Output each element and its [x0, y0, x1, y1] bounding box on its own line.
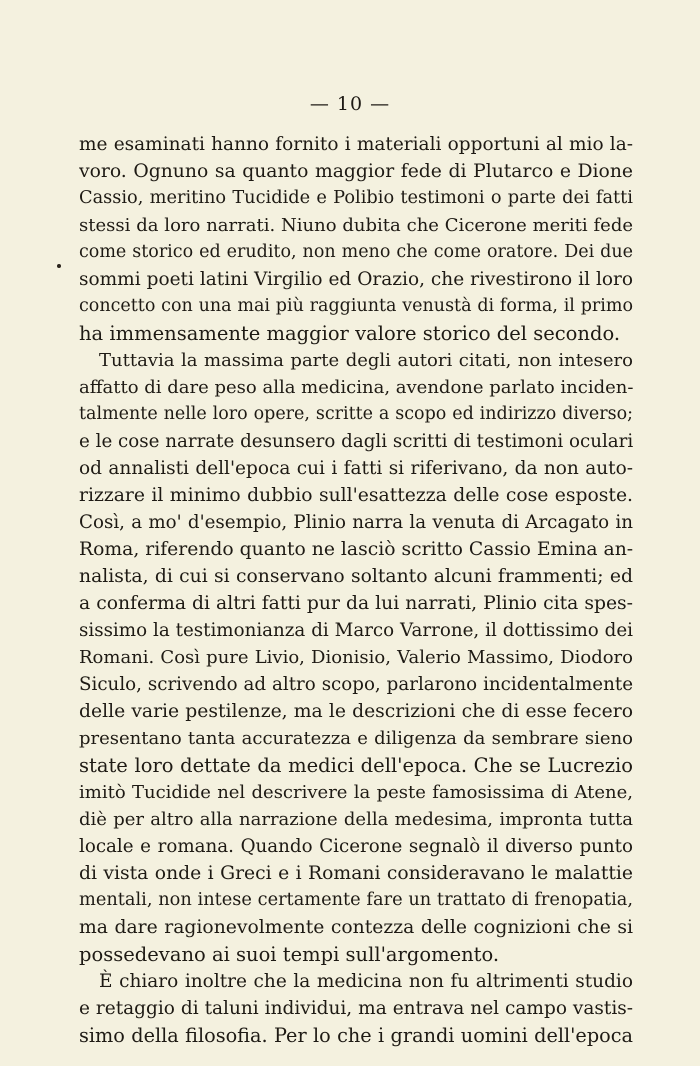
text-line: talmente nelle loro opere, scritte a scopo ed indirizzo diverso; — [79, 404, 633, 424]
text-line: Così, a mo' d'esempio, Plinio narra la venuta di Arcagato in — [79, 512, 633, 533]
text-line: voro. Ognuno sa quanto maggior fede di Plutarco e Dione — [79, 161, 633, 182]
text-line: nalista, di cui si conservano soltanto alcuni frammenti; ed — [79, 566, 633, 587]
text-line: diè per altro alla narrazione della medesima, impronta tutta — [79, 809, 633, 830]
text-line: state loro dettate da medici dell'epoca. Che se Lucrezio — [79, 754, 633, 777]
paragraph-start-line: È chiaro inoltre che la medicina non fu altrimenti studio — [99, 971, 633, 992]
text-line: Romani. Così pure Livio, Dionisio, Valerio Massimo, Diodoro — [79, 647, 633, 668]
text-line: Siculo, scrivendo ad altro scopo, parlarono incidentalmente — [79, 674, 633, 695]
text-line: concetto con una mai più raggiunta venustà di forma, il primo — [79, 296, 633, 316]
paragraph-start-line: Tuttavia la massima parte degli autori citati, non intesero — [99, 350, 633, 371]
text-line: locale e romana. Quando Cicerone segnalò il diverso punto — [79, 836, 633, 857]
margin-mark — [57, 264, 61, 268]
text-line: stessi da loro narrati. Niuno dubita che Cicerone meriti fede — [79, 215, 633, 236]
text-line: rizzare il minimo dubbio sull'esattezza delle cose esposte. — [79, 485, 633, 506]
text-line: sommi poeti latini Virgilio ed Orazio, che rivestirono il loro — [79, 269, 633, 290]
body-text — [79, 131, 633, 1049]
text-line: e le cose narrate desunsero dagli scritti di testimoni oculari — [79, 431, 633, 452]
text-line: come storico ed erudito, non meno che come oratore. Dei due — [79, 242, 633, 262]
text-line: di vista onde i Greci e i Romani consideravano le malattie — [79, 863, 633, 884]
text-line: imitò Tucidide nel descrivere la peste famosissima di Atene, — [79, 782, 633, 803]
text-line: od annalisti dell'epoca cui i fatti si riferivano, da non auto- — [79, 458, 633, 479]
paragraph-end-line: possedevano ai suoi tempi sull'argomento. — [79, 943, 500, 966]
text-line: delle varie pestilenze, ma le descrizioni che di esse fecero — [79, 701, 633, 722]
text-line: Roma, riferendo quanto ne lasciò scritto Cassio Emina an- — [79, 539, 633, 560]
text-line: sissimo la testimonianza di Marco Varrone, il dottissimo dei — [79, 620, 633, 641]
text-line: presentano tanta accuratezza e diligenza da sembrare sieno — [79, 728, 633, 749]
text-line: ma dare ragionevolmente contezza delle cognizioni che si — [79, 917, 633, 938]
text-line: simo della filosofia. Per lo che i grandi uomini dell'epoca — [79, 1024, 633, 1047]
text-line: e retaggio di taluni individui, ma entrava nel campo vastis- — [79, 998, 633, 1019]
text-line: Cassio, meritino Tucidide e Polibio testimoni o parte dei fatti — [79, 188, 633, 208]
page-number: — 10 — — [309, 93, 391, 115]
text-line: affatto di dare peso alla medicina, avendone parlato inciden- — [79, 377, 633, 398]
text-line: mentali, non intese certamente fare un trattato di frenopatia, — [79, 890, 633, 910]
text-line: me esaminati hanno fornito i materiali opportuni al mio la- — [79, 134, 633, 155]
text-line: a conferma di altri fatti pur da lui narrati, Plinio cita spes- — [79, 593, 633, 614]
paragraph-end-line: ha immensamente maggior valore storico del secondo. — [79, 322, 621, 345]
